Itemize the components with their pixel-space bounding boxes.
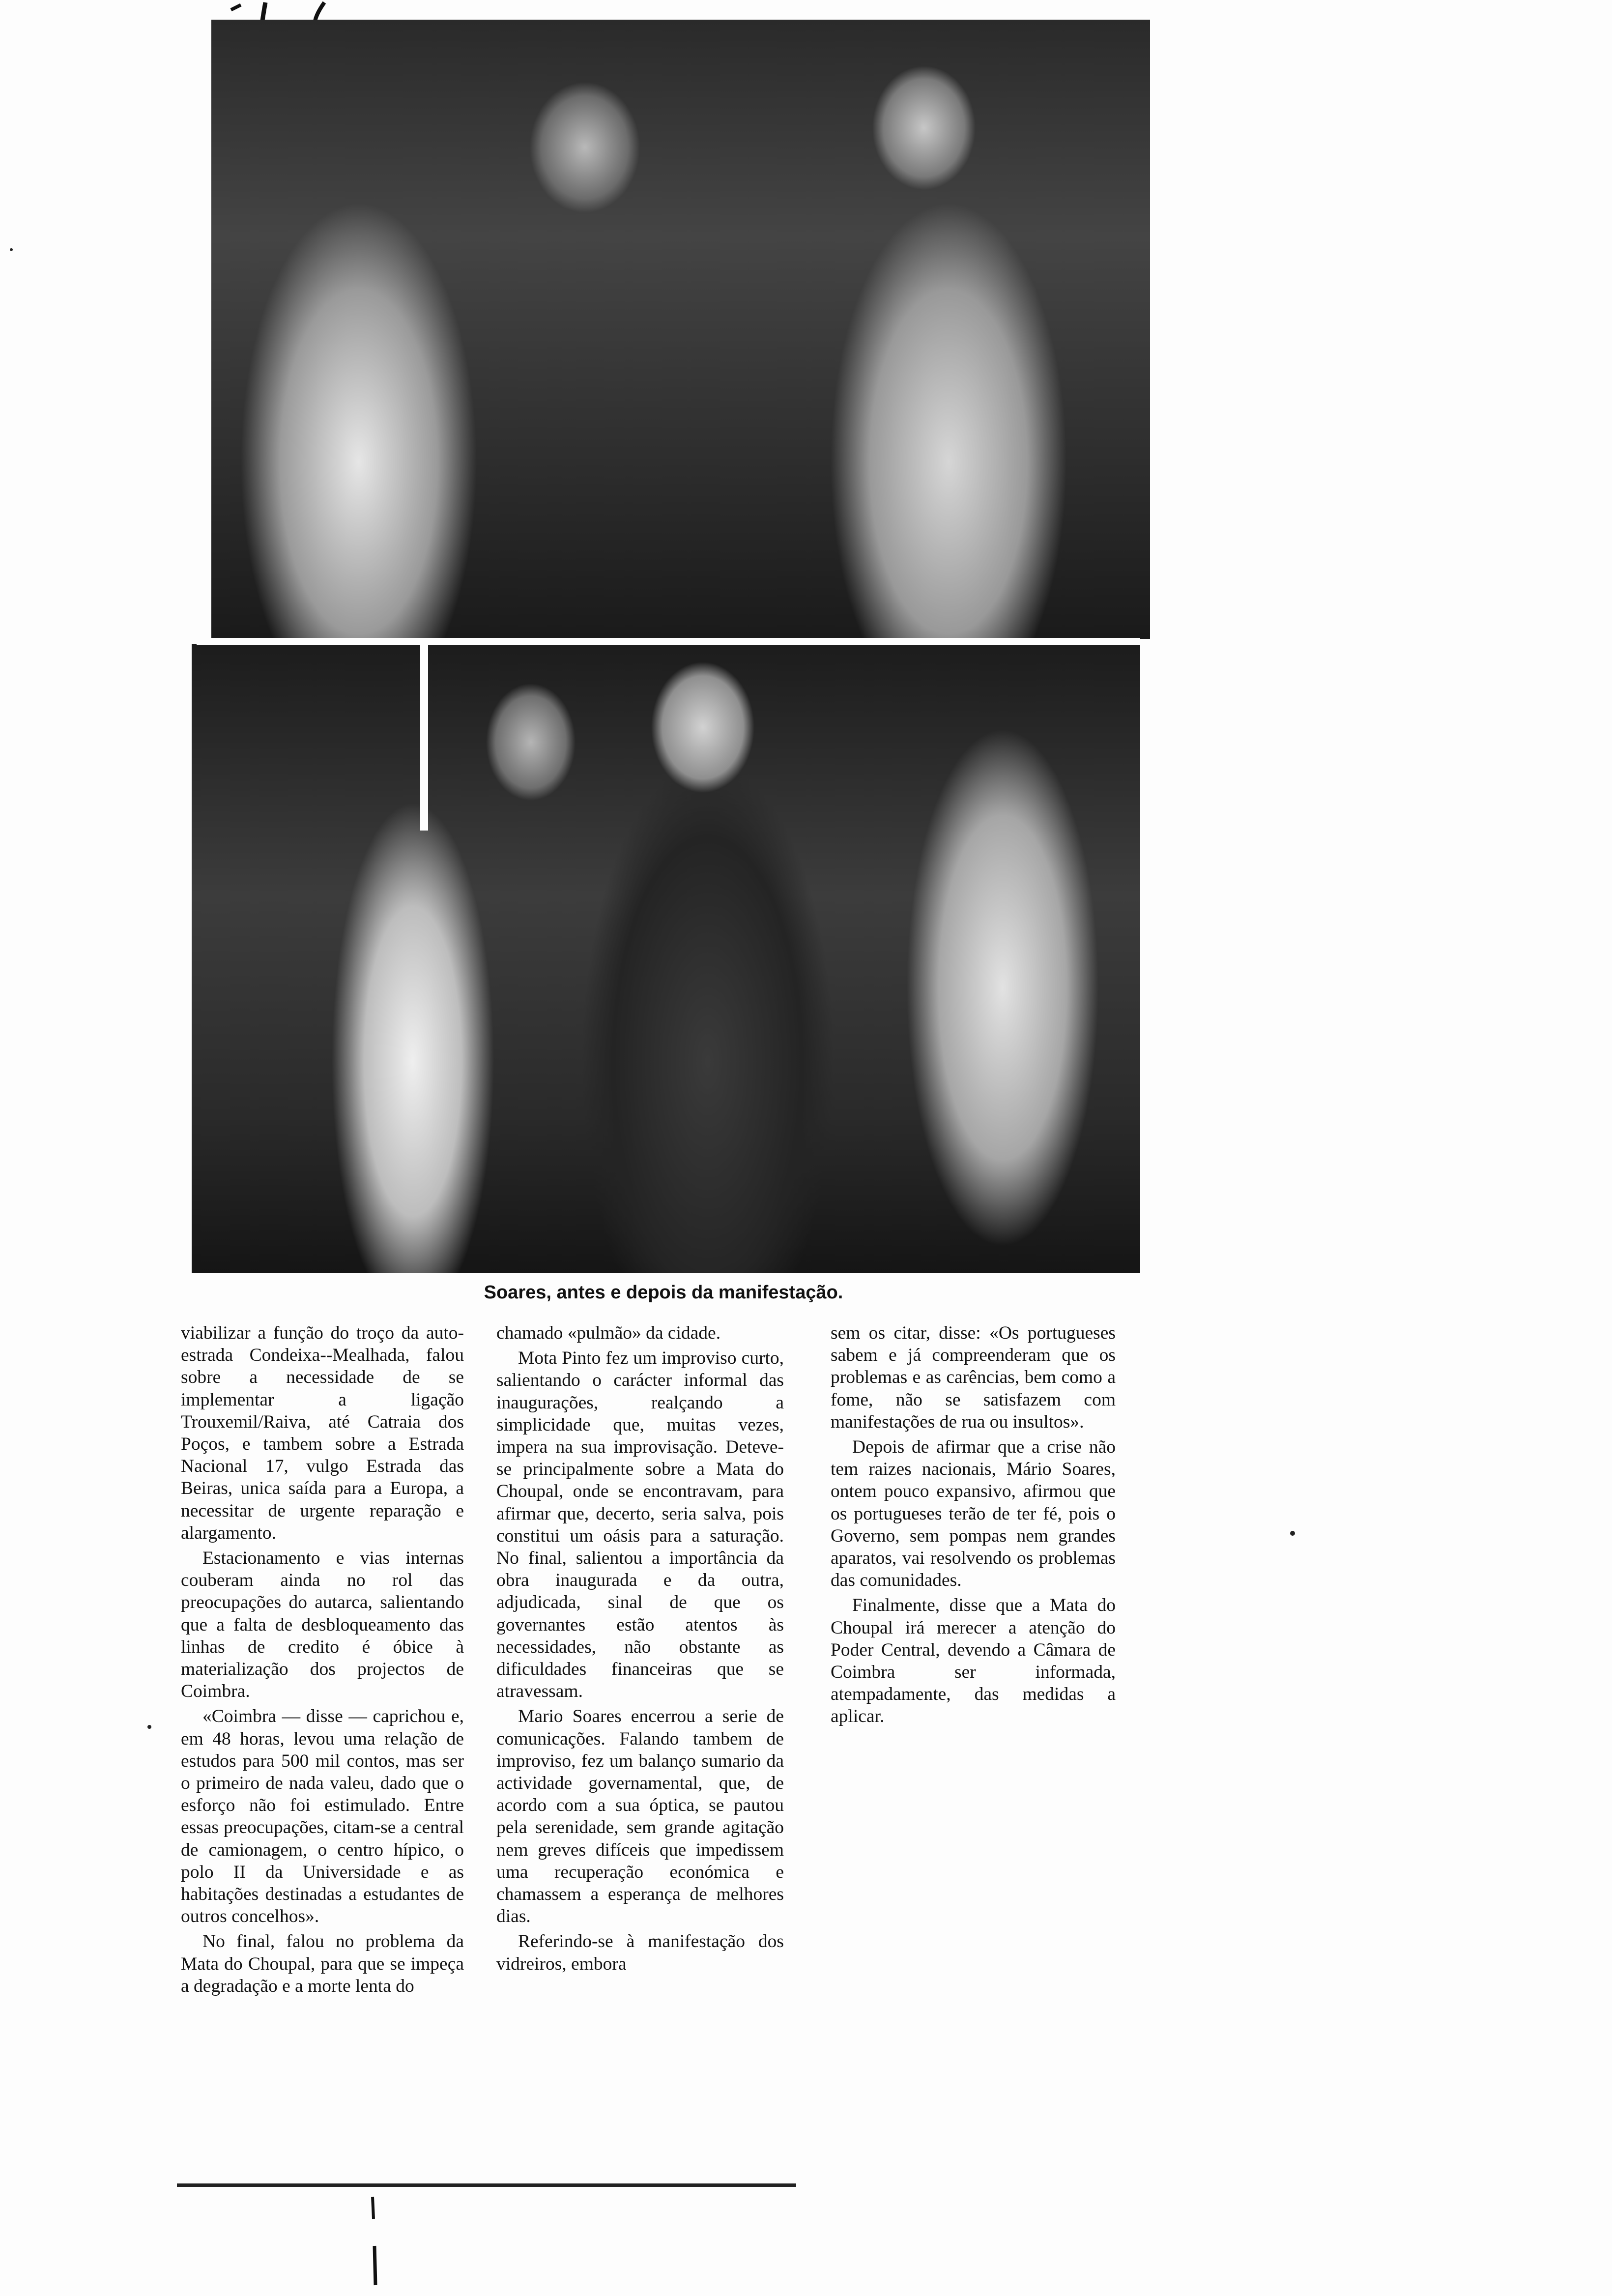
photo-divider: [197, 638, 1140, 645]
scan-mark-bottom: [364, 2192, 383, 2290]
paragraph: Referindo-se à manifestação dos vidreiros, embora: [496, 1931, 784, 1974]
article-column-3: [831, 1322, 1116, 1731]
paragraph: Finalmente, disse que a Mata do Choupal irá merecer a atenção do Poder Central, devendo a Câmara de Coimbra ser informada, atempadamente, das medidas a aplicar.: [831, 1595, 1116, 1727]
photo-bottom-group: [192, 644, 1140, 1273]
article-column-1: [181, 1322, 464, 2000]
photo-caption: Soares, antes e depois da manifestação.: [484, 1282, 843, 1303]
bottom-rule: [177, 2183, 796, 2187]
paragraph: chamado «pulmão» da cidade.: [496, 1323, 721, 1343]
paragraph: «Coimbra — disse — caprichou e, em 48 horas, levou uma relação de estudos para 500 mil contos, mas ser o primeiro de nada valeu, dado que o esforço não foi estimulado. Entre essas preocupações, citam-se a central de camionagem, o centro hípico, o polo II da Universidade e as habitações destinadas a estudantes de outros concelhos».: [181, 1706, 464, 1927]
scan-dot: [147, 1725, 151, 1729]
scan-dot: [10, 248, 13, 251]
photo-top-group: [211, 20, 1150, 639]
paragraph: sem os citar, disse: «Os portugueses sabem e já compreenderam que os problemas e as carências, bem como a fome, não se satisfazem com manifestações de rua ou insultos».: [831, 1323, 1116, 1432]
photo-gap: [420, 644, 428, 831]
article-column-2: [496, 1322, 784, 1978]
scan-dot: [1290, 1531, 1295, 1536]
paragraph: viabilizar a função do troço da auto-estrada Condeixa--Mealhada, falou sobre a necessidade de se implementar a ligação Trouxemil/Raiva, até Catraia dos Poços, e tambem sobre a Estrada Nacional 17, vulgo Estrada das Beiras, unica saída para a Europa, a necessitar de urgente reparação e alargamento.: [181, 1323, 464, 1543]
paragraph: Estacionamento e vias internas couberam ainda no rol das preocupações do autarca, salientando que a falta de desbloqueamento das linhas de credito é óbice à materialização dos projectos de Coimbra.: [181, 1548, 464, 1702]
paragraph: Mota Pinto fez um improviso curto, salientando o carácter informal das inaugurações, realçando a simplicidade que, muitas vezes, impera na sua improvisação. Deteve-se principalmente sobre a Mata do Choupal, onde se encontravam, para afirmar que, decerto, seria salva, pois constitui um oásis para a saturação. No final, salientou a importância da obra inaugurada e da outra, adjudicada, sinal de que os governantes estão atentos às necessidades, não obstante as dificuldades financeiras que se atravessam.: [496, 1348, 784, 1702]
paragraph: Mario Soares encerrou a serie de comunicações. Falando tambem de improviso, fez um balanço sumario da actividade governamental, que, de acordo com a sua óptica, se pautou pela serenidade, sem grande agitação nem greves difíceis que impedissem uma recuperação económica e chamassem a esperança de melhores dias.: [496, 1706, 784, 1927]
paragraph: Depois de afirmar que a crise não tem raizes nacionais, Mário Soares, ontem pouco expansivo, afirmou que os portugueses terão de ter fé, pois o Governo, sem pompas nem grandes aparatos, vai resolvendo os problemas das comunidades.: [831, 1437, 1116, 1591]
paragraph: No final, falou no problema da Mata do Choupal, para que se impeça a degradação e a morte lenta do: [181, 1931, 464, 1996]
